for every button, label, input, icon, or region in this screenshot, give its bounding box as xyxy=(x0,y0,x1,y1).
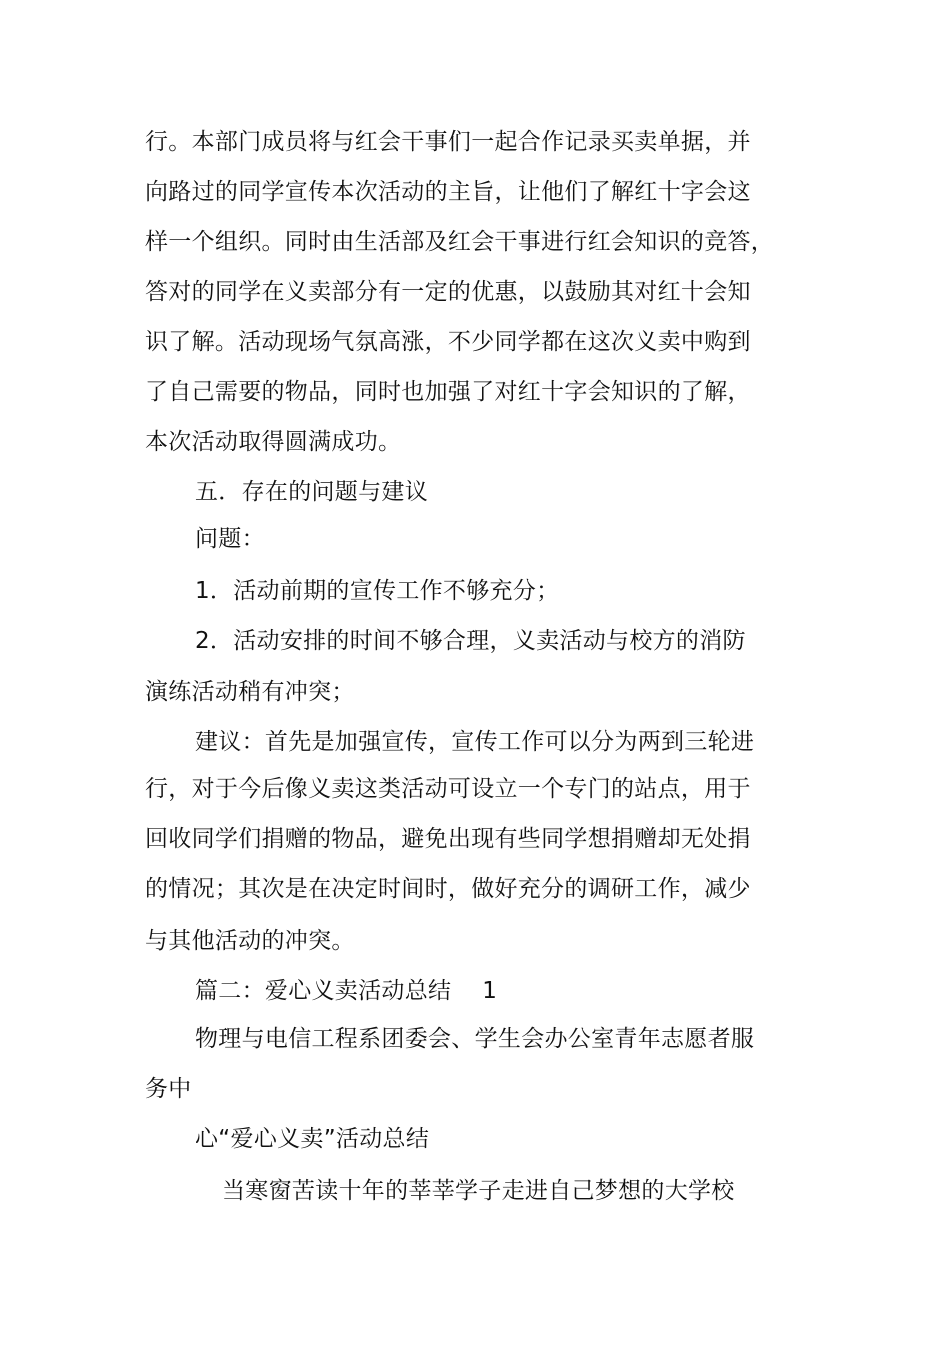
paragraph-line: 当寒窗苦读十年的莘莘学子走进自己梦想的大学校 xyxy=(222,1178,735,1204)
paragraph-line: 样一个组织。同时由生活部及红会干事进行红会知识的竞答， xyxy=(145,229,775,255)
paragraph-line: 识了解。活动现场气氛高涨，不少同学都在这次义卖中购到 xyxy=(145,329,751,355)
paragraph-line: 的情况；其次是在决定时间时，做好充分的调研工作，减少 xyxy=(145,876,751,902)
paragraph-line: 建议：首先是加强宣传，宣传工作可以分为两到三轮进 xyxy=(195,729,755,755)
list-item: 1．活动前期的宣传工作不够充分； xyxy=(195,578,560,604)
article-title: 篇二：爱心义卖活动总结 1 xyxy=(195,978,498,1004)
paragraph-line: 物理与电信工程系团委会、学生会办公室青年志愿者服 xyxy=(195,1026,755,1052)
paragraph-line: 心“爱心义卖”活动总结 xyxy=(195,1126,430,1152)
paragraph-line: 与其他活动的冲突。 xyxy=(145,928,355,954)
paragraph-line: 回收同学们捐赠的物品，避免出现有些同学想捐赠却无处捐 xyxy=(145,826,751,852)
paragraph-line: 了自己需要的物品，同时也加强了对红十字会知识的了解， xyxy=(145,379,751,405)
paragraph-line: 向路过的同学宣传本次活动的主旨，让他们了解红十字会这 xyxy=(145,179,751,205)
subheading-problems: 问题： xyxy=(195,526,265,552)
list-item: 2．活动安排的时间不够合理，义卖活动与校方的消防 xyxy=(195,628,746,654)
paragraph-line: 演练活动稍有冲突； xyxy=(145,679,355,705)
section-heading: 五．存在的问题与建议 xyxy=(195,479,428,505)
paragraph-line: 行，对于今后像义卖这类活动可设立一个专门的站点，用于 xyxy=(145,776,751,802)
paragraph-line: 务中 xyxy=(145,1076,192,1102)
paragraph-line: 行。本部门成员将与红会干事们一起合作记录买卖单据，并 xyxy=(145,129,751,155)
paragraph-line: 本次活动取得圆满成功。 xyxy=(145,429,402,455)
paragraph-line: 答对的同学在义卖部分有一定的优惠，以鼓励其对红十会知 xyxy=(145,279,751,305)
